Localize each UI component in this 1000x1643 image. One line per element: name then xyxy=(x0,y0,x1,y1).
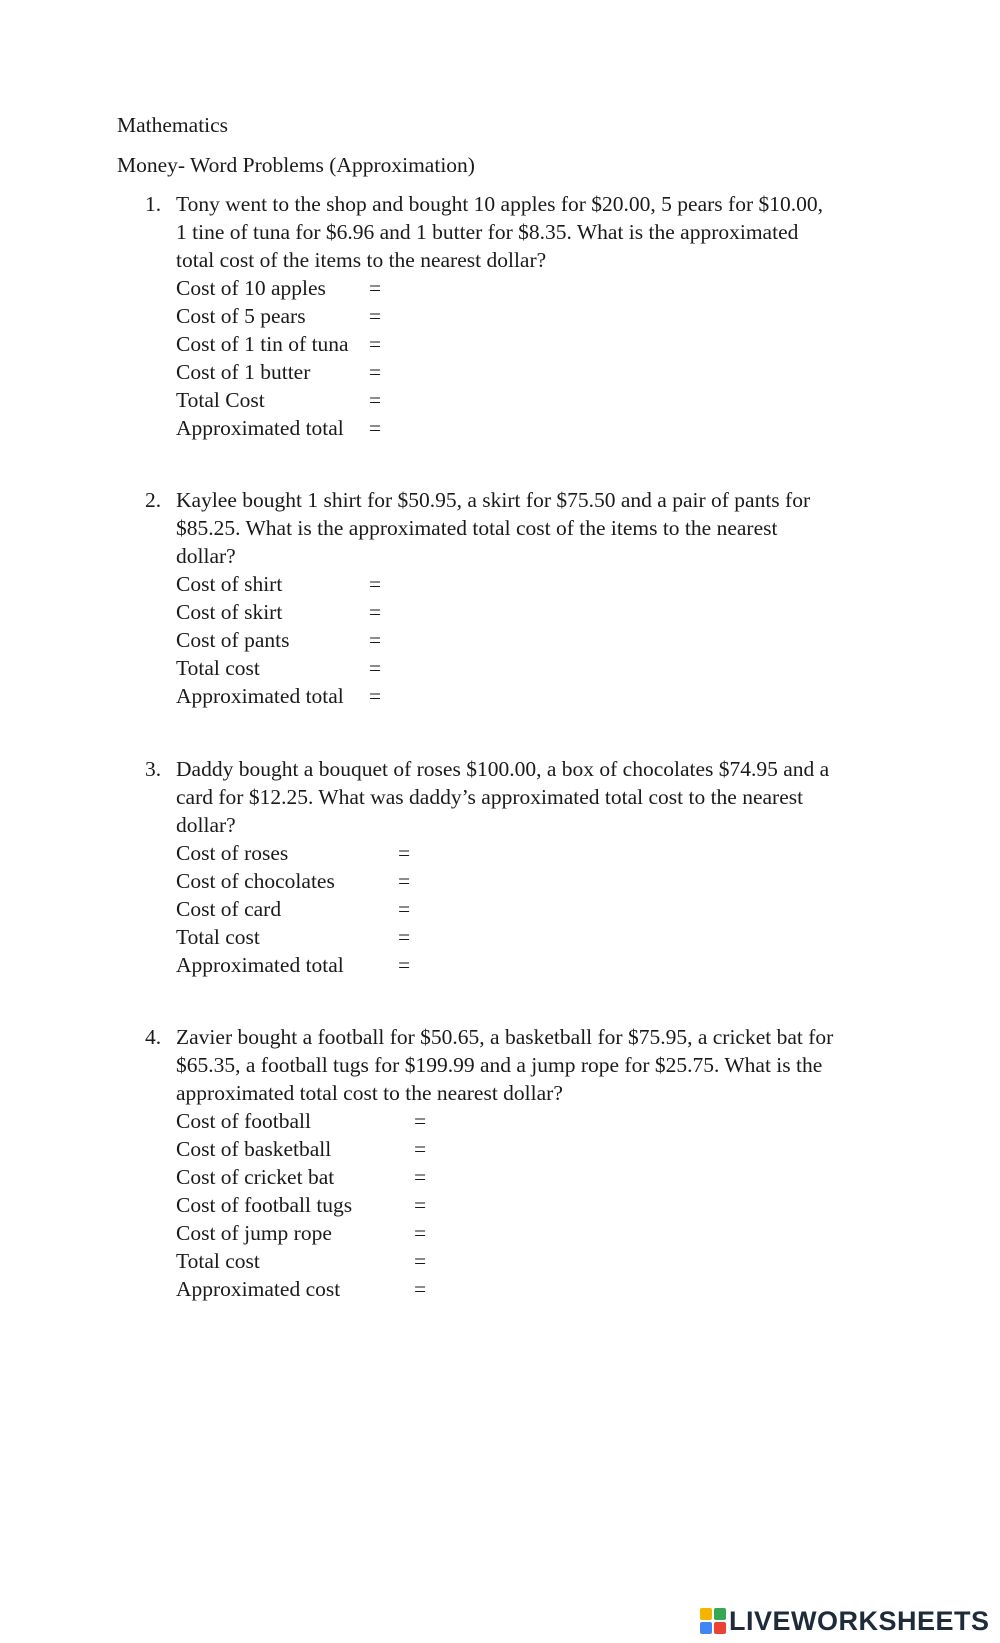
row-label: Cost of cricket bat xyxy=(176,1165,335,1189)
question-line: Daddy bought a bouquet of roses $100.00, a box of chocolates $74.95 and a xyxy=(176,757,830,781)
answer-row xyxy=(176,570,885,598)
question-4 xyxy=(145,1023,885,1303)
question-number: 3. xyxy=(145,757,162,781)
question-text xyxy=(176,1023,876,1107)
answer-row xyxy=(176,923,885,951)
answer-row xyxy=(176,1163,885,1191)
answer-rows xyxy=(176,570,885,710)
answer-row xyxy=(176,386,885,414)
question-text xyxy=(176,486,876,570)
answer-row xyxy=(176,414,885,442)
equals-sign: = xyxy=(369,572,382,596)
answer-rows xyxy=(176,274,885,442)
row-label: Cost of 5 pears xyxy=(176,304,306,328)
row-label: Approximated total xyxy=(176,953,344,977)
row-label: Cost of 10 apples xyxy=(176,276,326,300)
subject-heading: Mathematics xyxy=(117,113,229,137)
equals-sign: = xyxy=(398,925,411,949)
question-line: total cost of the items to the nearest dollar? xyxy=(176,248,547,272)
equals-sign: = xyxy=(398,841,411,865)
question-line: card for $12.25. What was daddy’s approximated total cost to the nearest xyxy=(176,785,804,809)
question-number: 1. xyxy=(145,192,162,216)
answer-row xyxy=(176,302,885,330)
answer-row xyxy=(176,1219,885,1247)
logo-cell xyxy=(714,1622,726,1634)
equals-sign: = xyxy=(369,276,382,300)
question-line: dollar? xyxy=(176,813,236,837)
worksheet-title: Money- Word Problems (Approximation) xyxy=(117,153,475,177)
question-2 xyxy=(145,486,885,710)
answer-row xyxy=(176,1247,885,1275)
equals-sign: = xyxy=(414,1137,427,1161)
answer-row xyxy=(176,895,885,923)
row-label: Cost of 1 butter xyxy=(176,360,311,384)
row-label: Cost of jump rope xyxy=(176,1221,332,1245)
question-line: Kaylee bought 1 shirt for $50.95, a skirt for $75.50 and a pair of pants for xyxy=(176,488,811,512)
equals-sign: = xyxy=(414,1221,427,1245)
logo-grid-icon xyxy=(700,1608,726,1634)
answer-rows xyxy=(176,1107,885,1303)
equals-sign: = xyxy=(369,416,382,440)
question-number: 4. xyxy=(145,1025,162,1049)
equals-sign: = xyxy=(398,897,411,921)
equals-sign: = xyxy=(398,953,411,977)
row-label: Cost of 1 tin of tuna xyxy=(176,332,349,356)
row-label: Total cost xyxy=(176,1249,260,1273)
row-label: Cost of chocolates xyxy=(176,869,335,893)
equals-sign: = xyxy=(414,1249,427,1273)
logo-cell xyxy=(700,1608,712,1620)
row-label: Cost of shirt xyxy=(176,572,283,596)
row-label: Total cost xyxy=(176,925,260,949)
question-number: 2. xyxy=(145,488,162,512)
equals-sign: = xyxy=(369,304,382,328)
question-line: Tony went to the shop and bought 10 apples for $20.00, 5 pears for $10.00, xyxy=(176,192,823,216)
row-label: Cost of football tugs xyxy=(176,1193,353,1217)
answer-rows xyxy=(176,839,885,979)
logo-cell xyxy=(714,1608,726,1620)
answer-row xyxy=(176,1191,885,1219)
answer-row xyxy=(176,839,885,867)
liveworksheets-logo xyxy=(700,1606,990,1636)
answer-row xyxy=(176,1275,885,1303)
equals-sign: = xyxy=(414,1193,427,1217)
question-line: dollar? xyxy=(176,544,236,568)
equals-sign: = xyxy=(369,656,382,680)
row-label: Cost of football xyxy=(176,1109,311,1133)
row-label: Total Cost xyxy=(176,388,265,412)
answer-row xyxy=(176,867,885,895)
answer-row xyxy=(176,1107,885,1135)
equals-sign: = xyxy=(369,388,382,412)
answer-row xyxy=(176,951,885,979)
question-line: $85.25. What is the approximated total cost of the items to the nearest xyxy=(176,516,778,540)
answer-row xyxy=(176,274,885,302)
question-line: Zavier bought a football for $50.65, a basketball for $75.95, a cricket bat for xyxy=(176,1025,834,1049)
equals-sign: = xyxy=(414,1109,427,1133)
question-text xyxy=(176,755,876,839)
row-label: Cost of skirt xyxy=(176,600,283,624)
question-3 xyxy=(145,755,885,979)
question-text xyxy=(176,190,876,274)
answer-row xyxy=(176,358,885,386)
row-label: Approximated cost xyxy=(176,1277,341,1301)
equals-sign: = xyxy=(369,332,382,356)
row-label: Cost of card xyxy=(176,897,282,921)
question-line: 1 tine of tuna for $6.96 and 1 butter for $8.35. What is the approximated xyxy=(176,220,799,244)
answer-row xyxy=(176,654,885,682)
row-label: Cost of roses xyxy=(176,841,289,865)
equals-sign: = xyxy=(414,1165,427,1189)
row-label: Approximated total xyxy=(176,416,344,440)
logo-text: LIVEWORKSHEETS xyxy=(729,1605,990,1636)
answer-row xyxy=(176,626,885,654)
answer-row xyxy=(176,330,885,358)
row-label: Cost of pants xyxy=(176,628,290,652)
equals-sign: = xyxy=(369,628,382,652)
equals-sign: = xyxy=(369,360,382,384)
row-label: Cost of basketball xyxy=(176,1137,332,1161)
equals-sign: = xyxy=(369,684,382,708)
answer-row xyxy=(176,682,885,710)
logo-cell xyxy=(700,1622,712,1634)
equals-sign: = xyxy=(414,1277,427,1301)
question-1 xyxy=(145,190,885,442)
answer-row xyxy=(176,598,885,626)
question-line: $65.35, a football tugs for $199.99 and a jump rope for $25.75. What is the xyxy=(176,1053,823,1077)
row-label: Total cost xyxy=(176,656,260,680)
question-line: approximated total cost to the nearest dollar? xyxy=(176,1081,563,1105)
equals-sign: = xyxy=(369,600,382,624)
equals-sign: = xyxy=(398,869,411,893)
answer-row xyxy=(176,1135,885,1163)
row-label: Approximated total xyxy=(176,684,344,708)
